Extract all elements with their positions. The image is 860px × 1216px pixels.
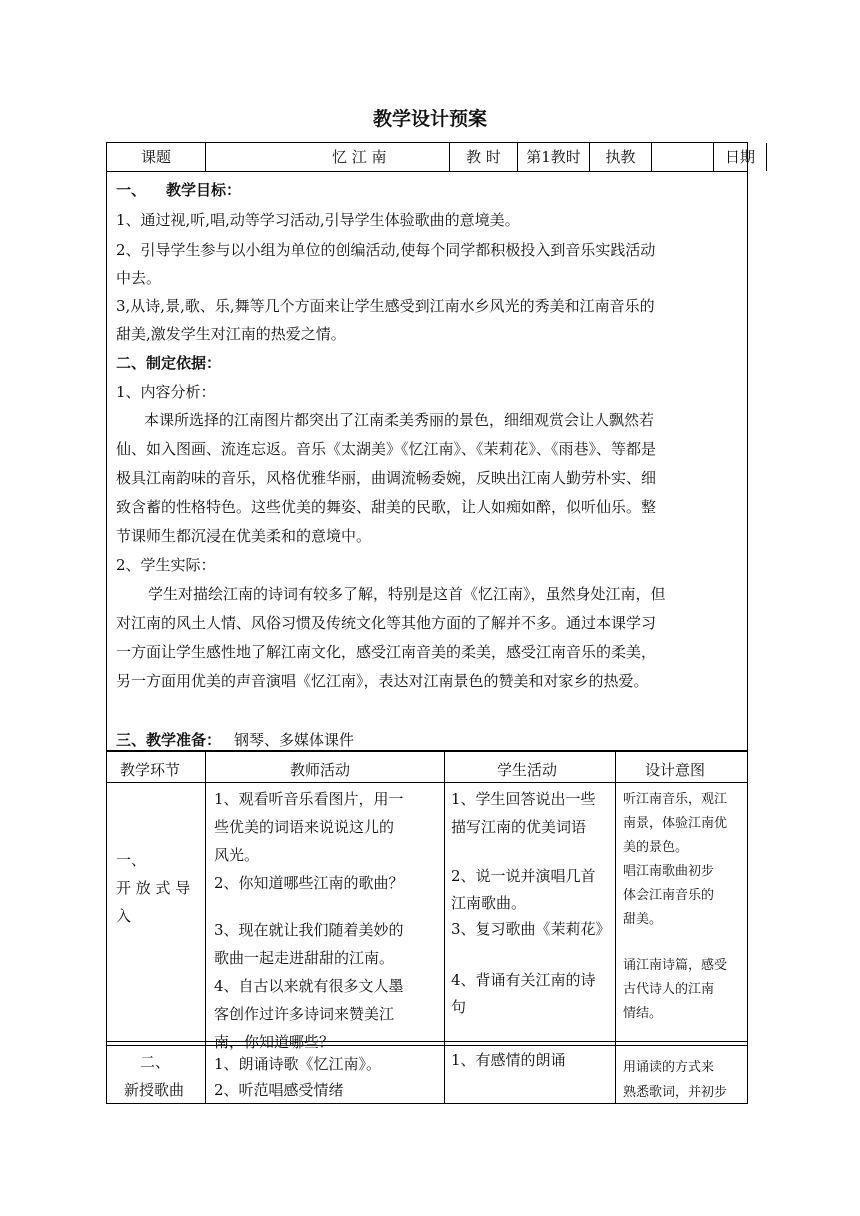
col-header-stage: 教学环节	[120, 761, 181, 779]
intent-line: 熟悉歌词，并初步	[623, 1085, 728, 1100]
hours-value: 第1教时	[518, 143, 590, 171]
content-analysis-line: 致含蓄的性格特色。这些优美的舞姿、甜美的民歌，让人如痴如醉，似听仙乐。整	[116, 498, 657, 516]
content-analysis-line: 本课所选择的江南图片都突出了江南柔美秀丽的景色，细细观赏会让人飘然若	[144, 411, 655, 429]
student-situation-line: 另一方面用优美的声音演唱《忆江南》，表达对江南景色的赞美和对家乡的热爱。	[116, 672, 649, 690]
header-row	[106, 142, 755, 172]
intent-line: 美的景色。	[623, 840, 689, 855]
objective-1: 1、通过视,听,唱,动等学习活动,引导学生体验歌曲的意境美。	[116, 211, 520, 229]
col-header-student: 学生活动	[497, 761, 558, 779]
teacher-activity-line: 4、自古以来就有很多文人墨	[214, 977, 404, 995]
intent-line: 情结。	[623, 1006, 663, 1021]
teacher-activity-line: 2、你知道哪些江南的歌曲？	[214, 874, 404, 892]
col-header-teacher: 教师活动	[290, 761, 351, 779]
date-label: 日期	[714, 143, 767, 171]
student-activity-line: 1、有感情的朗诵	[451, 1051, 566, 1069]
intent-line: 听江南音乐，观江	[623, 792, 728, 807]
intent-line: 唱江南歌曲初步	[623, 864, 715, 879]
student-situation-line: 学生对描绘江南的诗词有较多了解，特别是这首《忆江南》，虽然身处江南，但	[148, 585, 666, 603]
teacher-activity-line: 1、观看听音乐看图片，用一	[214, 790, 404, 808]
preparation-text: 钢琴、多媒体课件	[234, 731, 355, 749]
document-title: 教学设计预案	[372, 108, 487, 130]
student-activity-line: 2、说一说并演唱几首	[451, 867, 596, 885]
stage-2-line1: 二、	[140, 1053, 171, 1071]
objective-2-line2: 中去。	[116, 269, 162, 287]
teacher-activity-line: 3、现在就让我们随着美妙的	[214, 921, 404, 939]
stage-1-line2: 开 放 式 导	[116, 879, 191, 897]
stage-1-line3: 入	[116, 907, 132, 925]
section2-heading: 二、制定依据：	[116, 354, 222, 372]
content-analysis-line: 仙、如入图画、流连忘返。音乐《太湖美》《忆江南》、《茉莉花》、《雨巷》、等都是	[116, 440, 657, 458]
section3-heading: 三、教学准备：	[116, 731, 222, 749]
section1-heading-num: 一、	[116, 181, 147, 199]
student-activity-line: 4、背诵有关江南的诗	[451, 971, 596, 989]
teacher-activity-line: 1、朗诵诗歌《忆江南》。	[214, 1055, 382, 1073]
content-analysis-line: 极具江南韵味的音乐，风格优雅华丽，曲调流畅委婉，反映出江南人勤劳朴实、细	[116, 469, 657, 487]
teacher-activity-line: 南，你知道哪些？	[214, 1033, 335, 1051]
teacher-label: 执教	[590, 143, 652, 171]
intent-line: 甜美。	[623, 912, 663, 927]
intent-line: 用诵读的方式来	[623, 1060, 715, 1075]
objective-3-line1: 3,从诗,景,歌、乐,舞等几个方面来让学生感受到江南水乡风光的秀美和江南音乐的	[116, 297, 655, 315]
student-activity-line: 3、复习歌曲《茉莉花》	[451, 920, 611, 938]
student-situation-line: 对江南的风土人情、风俗习惯及传统文化等其他方面的了解并不多。通过本课学习	[116, 614, 657, 632]
lesson-value: 忆 江 南	[206, 143, 450, 171]
student-situation-line: 一方面让学生感性地了解江南文化，感受江南音美的柔美，感受江南音乐的柔美，	[116, 643, 657, 661]
date-value	[767, 143, 846, 171]
teacher-activity-line: 2、听范唱感受情绪	[214, 1081, 344, 1099]
hours-label: 教 时	[450, 143, 518, 171]
objective-3-line2: 甜美,激发学生对江南的热爱之情。	[116, 325, 346, 343]
lesson-label: 课题	[107, 143, 206, 171]
col-header-intent: 设计意图	[645, 761, 706, 779]
content-analysis-line: 节课师生都沉浸在优美柔和的意境中。	[116, 527, 372, 545]
teacher-activity-line: 歌曲一起走进甜甜的江南。	[214, 949, 395, 967]
section1-heading: 教学目标：	[166, 181, 242, 199]
content-analysis-heading: 1、内容分析：	[116, 383, 216, 401]
stage-2-line2: 新授歌曲	[124, 1081, 185, 1099]
student-activity-line: 描写江南的优美词语	[451, 818, 587, 836]
intent-line: 古代诗人的江南	[623, 982, 715, 997]
intent-line: 南景，体验江南优	[623, 816, 728, 831]
teacher-activity-line: 些优美的词语来说说这儿的	[214, 818, 395, 836]
teacher-activity-line: 客创作过许多诗词来赞美江	[214, 1005, 395, 1023]
student-activity-line: 句	[451, 998, 467, 1016]
teacher-value	[652, 143, 714, 171]
student-activity-line: 江南歌曲。	[451, 894, 527, 912]
stage-1-line1: 一、	[116, 851, 147, 869]
objective-2-line1: 2、引导学生参与以小组为单位的创编活动,使每个同学都积极投入到音乐实践活动	[116, 241, 656, 259]
intent-line: 体会江南音乐的	[623, 888, 715, 903]
intent-line: 诵江南诗篇，感受	[623, 958, 728, 973]
teacher-activity-line: 风光。	[214, 846, 260, 864]
student-activity-line: 1、学生回答说出一些	[451, 790, 596, 808]
student-situation-heading: 2、学生实际：	[116, 556, 216, 574]
